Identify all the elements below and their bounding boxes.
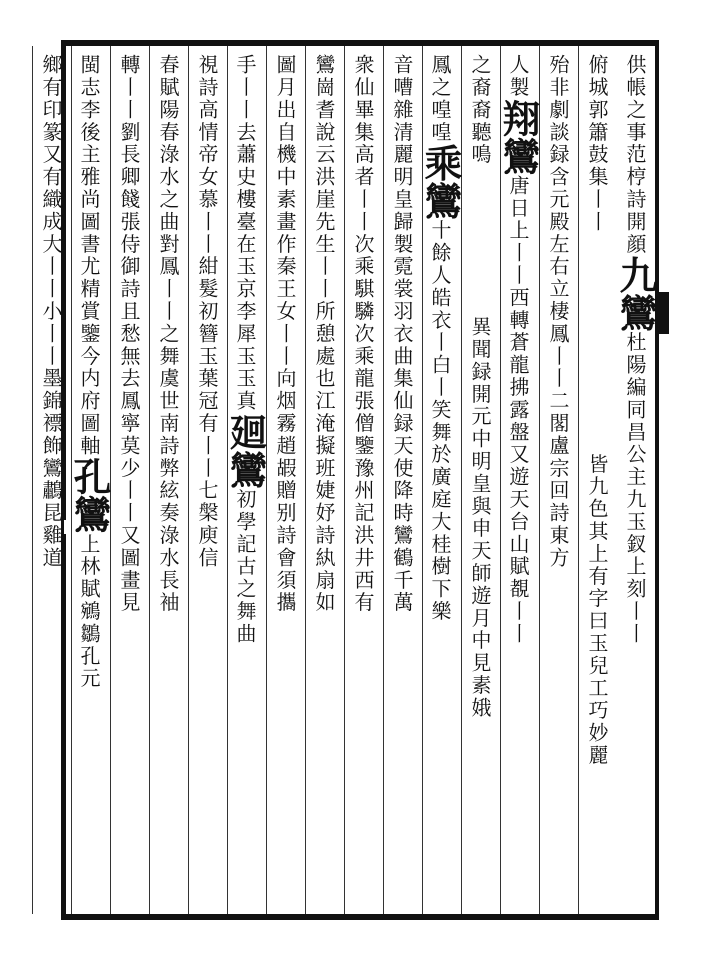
page-border-right [655,40,659,920]
column-text: 杜陽編同昌公主九玉釵上刻丨丨 [623,331,647,646]
column-text: 元 [77,667,101,691]
heading-jiu-luan: 九鸞 [613,255,658,332]
text-column-6 [418,46,463,914]
text-column-16 [32,46,69,914]
text-column-15 [67,46,112,914]
column-text: 初學記古之舞曲 [233,488,257,646]
column-text: 有丨丨七槃庾信 [195,412,219,570]
column-text: 人製 [506,54,530,99]
column-text: 手丨丨去蕭史樓臺在玉京李犀玉玉真 [233,54,257,413]
heading-cheng-luan: 乘鸞 [418,143,463,220]
text-column-3 [539,46,576,914]
column-text: 供帳之事范梈詩開顔 [623,54,647,256]
text-column-1 [613,46,658,914]
text-column-5 [461,46,498,914]
column-text: 之裔裔聽鳴 [468,54,492,166]
column-text: 衆仙畢集高者丨丨次乘騏驎次乘龍張僧鑒豫州記洪井西有 [351,54,375,614]
column-text: 鸞鷫昆雞道 [39,457,63,570]
text-columns [39,46,658,914]
column-text: 圖月出自機中素畫作秦王女丨丨向烟霧趙嘏贈别詩會須攜 [273,54,297,614]
column-text: 鄉有印篆又有織成大丨丨小丨丨墨錦褾飾 [39,54,63,458]
column-text: 音嘈雜清麗明皇歸製霓裳羽衣曲集仙録天使降時鸞鶴千萬 [390,54,414,614]
text-column-2 [578,46,615,914]
text-column-9 [305,46,342,914]
text-column-10 [266,46,303,914]
margin-tab [657,292,669,334]
column-text: 十餘人皓衣丨白丨笑舞於廣庭大桂樹下樂 [428,219,452,623]
column-text: 異聞録開元中明皇與申天師遊月中見素娥 [468,316,492,720]
text-column-12 [188,46,225,914]
text-column-14 [110,46,147,914]
column-text: 上林賦鵷鶵孔 [77,533,101,668]
text-column-7 [383,46,420,914]
column-text: 轉丨丨劉長卿餞張侍御詩且愁無去鳳寧莫少丨丨又圖畫見 [117,54,141,614]
text-column-11 [223,46,268,914]
heading-kong-luan: 孔鸞 [67,457,112,534]
column-text: 俯城郭簫鼓集丨丨 [585,54,609,234]
text-column-8 [344,46,381,914]
column-text: 春賦陽春淥水之曲對鳳丨丨之舞虞世南詩弊絃奏淥水長袖 [156,54,180,614]
heading-xiang-luan: 翔鸞 [496,98,541,175]
column-text: 鳳之喤喤 [428,54,452,144]
column-text: 閩志李後主雅尚圖書尤精賞鑒今内府圖軸 [77,54,101,458]
column-text: 皆九色其上有字曰玉兒工巧妙麗 [585,453,609,767]
text-column-4 [496,46,541,914]
column-text: 鸞崗耆說云洪崖先生丨丨所憩處也江淹擬班婕妤詩紈扇如 [312,54,336,614]
column-text: 劇談録含元殿左右立棲鳳丨丨二閣盧宗回詩東方 [546,98,570,570]
text-column-13 [149,46,186,914]
heading-hui-luan: 廻鸞 [223,412,268,489]
column-text: 殆非 [546,54,570,99]
column-text: 視詩高情帝女慕丨丨紺髮初簪玉葉冠 [195,54,219,413]
column-text: 唐日上丨丨西轉蒼龍拂露盤又遊天台山賦覩丨丨 [506,174,530,646]
